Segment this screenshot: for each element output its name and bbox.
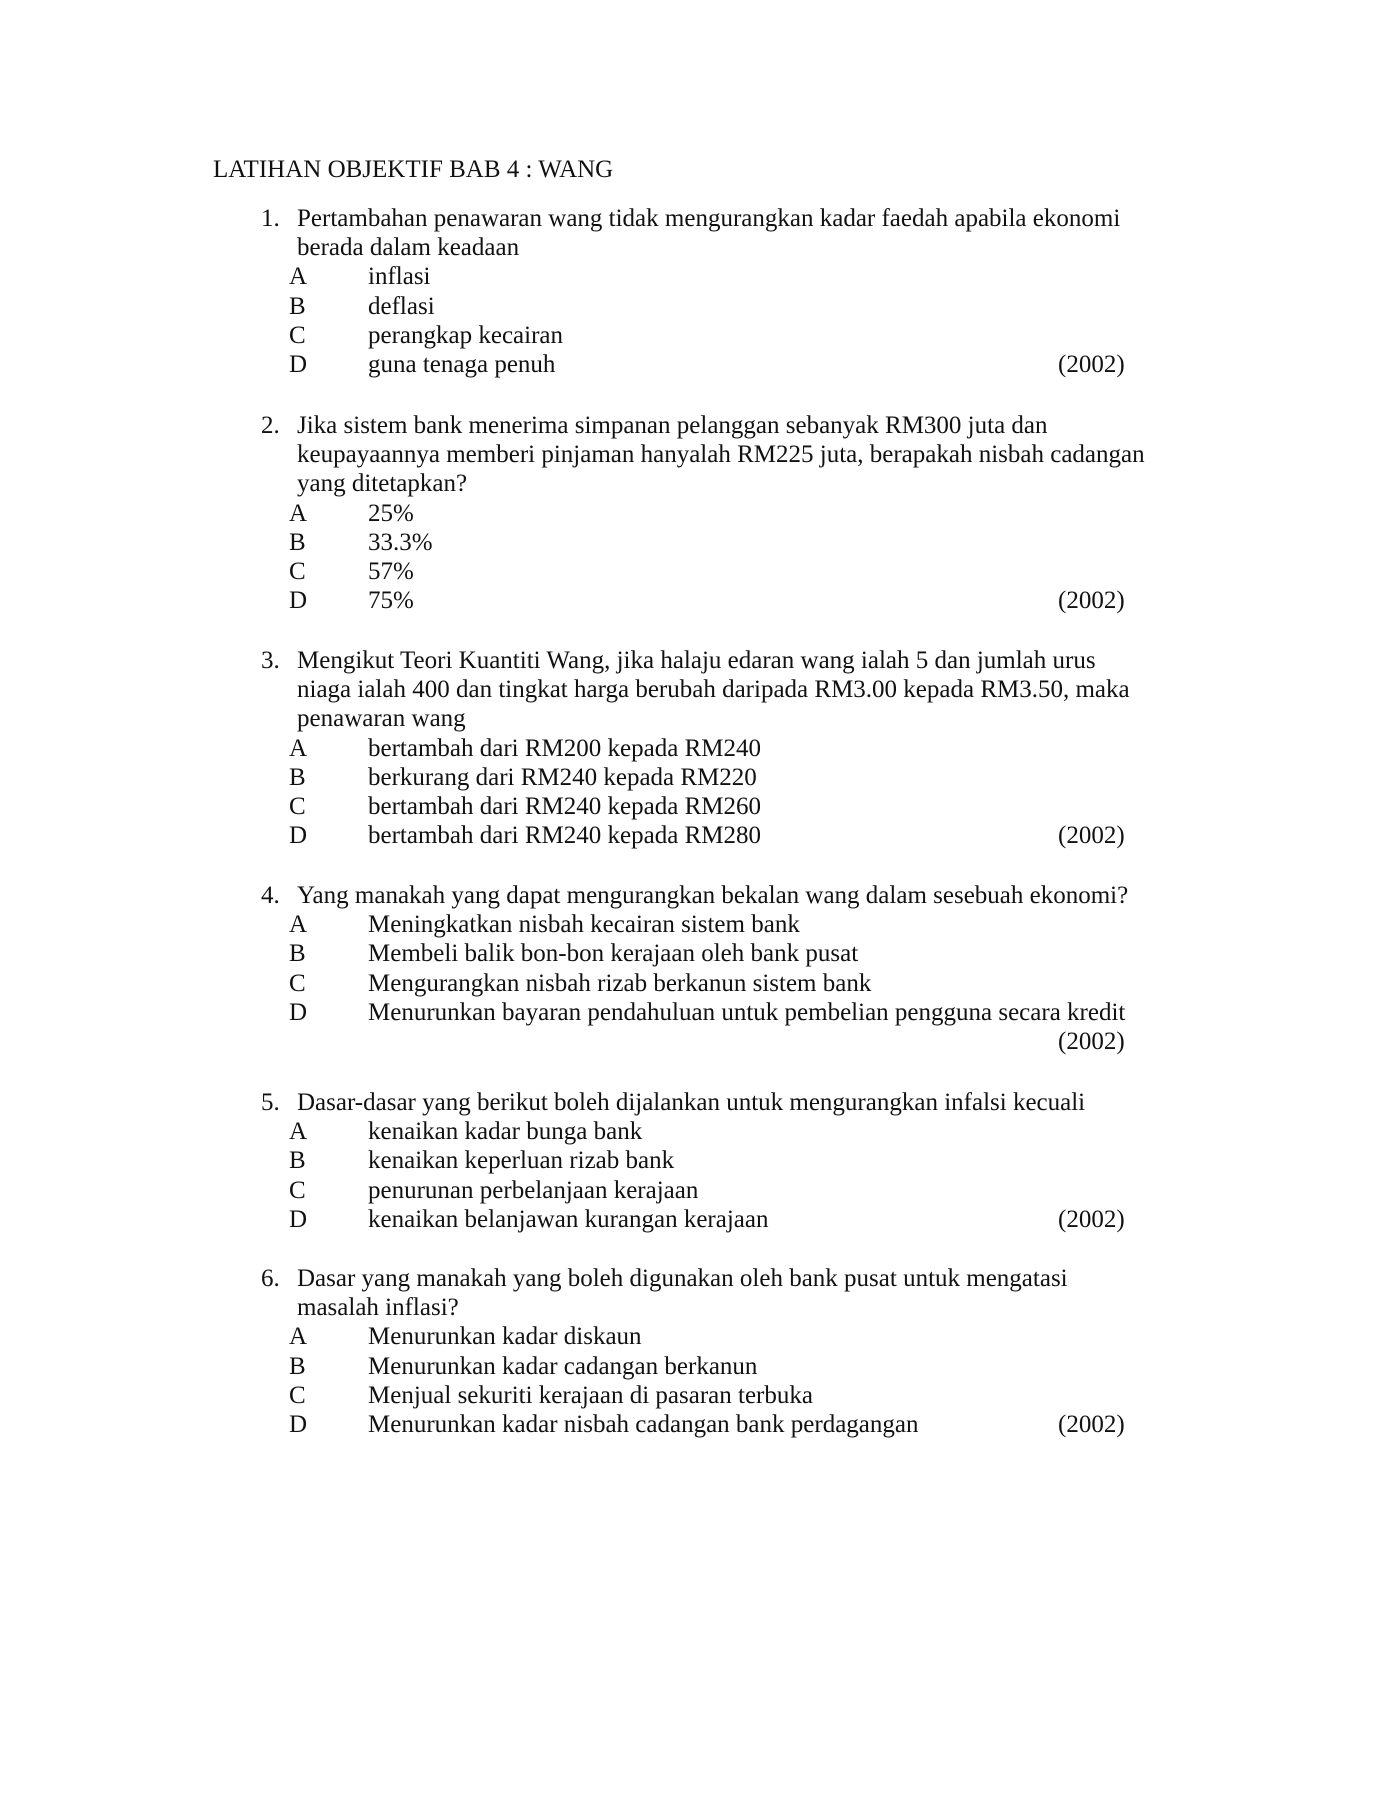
question-line (0, 704, 1391, 733)
option-text: deflasi (368, 292, 435, 320)
question-text: Mengikut Teori Kuantiti Wang, jika halaju edaran wang ialah 5 dan jumlah urus (297, 647, 1096, 674)
option-letter: A (289, 1323, 308, 1351)
option-text: Meningkatkan nisbah kecairan sistem bank (368, 911, 800, 939)
year-label: (2002) (1058, 1205, 1125, 1233)
option-letter: D (289, 1205, 308, 1233)
option-letter: D (289, 587, 308, 615)
option-text: Menurunkan kadar diskaun (368, 1323, 642, 1351)
question-line (0, 646, 1391, 675)
option-letter: B (289, 763, 306, 791)
option-letter: A (289, 263, 308, 291)
option-letter: C (289, 557, 306, 585)
year-label: (2002) (1058, 350, 1125, 378)
year-label: (2002) (1058, 1027, 1125, 1055)
option-d[interactable] (0, 586, 1391, 615)
option-letter: C (289, 1176, 306, 1204)
question-line (0, 675, 1391, 704)
question-number: 4. (261, 882, 280, 909)
question-line (0, 469, 1391, 498)
question-number: 5. (261, 1089, 280, 1116)
option-letter: C (289, 792, 306, 820)
option-b[interactable] (0, 1352, 1391, 1381)
option-text: Menjual sekuriti kerajaan di pasaran terbuka (368, 1381, 813, 1409)
option-c[interactable] (0, 321, 1391, 350)
question-text: masalah inflasi? (297, 1294, 459, 1322)
option-text: kenaikan kadar bunga bank (368, 1118, 643, 1146)
option-letter: D (289, 1410, 308, 1438)
question-2 (0, 411, 1391, 615)
option-text: Menurunkan kadar cadangan berkanun (368, 1352, 758, 1380)
option-d[interactable] (0, 350, 1391, 379)
option-b[interactable] (0, 939, 1391, 968)
option-b[interactable] (0, 1146, 1391, 1175)
question-text: keupayaannya memberi pinjaman hanyalah RM225 juta, berapakah nisbah cadangan (297, 441, 1145, 469)
option-text: 75% (368, 587, 414, 615)
question-text: Jika sistem bank menerima simpanan pelanggan sebanyak RM300 juta dan (297, 412, 1048, 439)
option-c[interactable] (0, 557, 1391, 586)
page-title: LATIHAN OBJEKTIF BAB 4 : WANG (213, 156, 614, 183)
option-letter: B (289, 940, 306, 968)
option-c[interactable] (0, 1176, 1391, 1205)
option-letter: B (289, 1147, 306, 1175)
question-line (0, 204, 1391, 233)
question-text: Dasar yang manakah yang boleh digunakan oleh bank pusat untuk mengatasi (297, 1265, 1068, 1292)
option-letter: A (289, 1118, 308, 1146)
option-letter: A (289, 911, 308, 939)
option-letter: A (289, 499, 308, 527)
option-a[interactable] (0, 734, 1391, 763)
option-a[interactable] (0, 1117, 1391, 1146)
year-line (0, 1027, 1391, 1056)
option-d[interactable] (0, 1410, 1391, 1439)
option-letter: C (289, 321, 306, 349)
question-line (0, 411, 1391, 440)
question-number: 6. (261, 1265, 280, 1292)
option-text: Membeli balik bon-bon kerajaan oleh bank pusat (368, 940, 859, 968)
question-6 (0, 1264, 1391, 1439)
option-letter: C (289, 969, 306, 997)
option-letter: C (289, 1381, 306, 1409)
question-3 (0, 646, 1391, 850)
option-a[interactable] (0, 499, 1391, 528)
question-number: 2. (261, 412, 280, 439)
option-c[interactable] (0, 1381, 1391, 1410)
year-label: (2002) (1058, 822, 1125, 850)
option-text: penurunan perbelanjaan kerajaan (368, 1176, 699, 1204)
option-b[interactable] (0, 292, 1391, 321)
option-letter: D (289, 350, 308, 378)
option-letter: B (289, 1352, 306, 1380)
option-letter: D (289, 822, 308, 850)
question-line (0, 1088, 1391, 1117)
option-a[interactable] (0, 1322, 1391, 1351)
option-b[interactable] (0, 763, 1391, 792)
option-d[interactable] (0, 1205, 1391, 1234)
question-text: Yang manakah yang dapat mengurangkan bekalan wang dalam sesebuah ekonomi? (297, 882, 1129, 909)
year-label: (2002) (1058, 587, 1125, 615)
question-text: niaga ialah 400 dan tingkat harga berubah daripada RM3.00 kepada RM3.50, maka (297, 676, 1130, 704)
question-number: 3. (261, 647, 280, 674)
option-letter: B (289, 292, 306, 320)
option-letter: B (289, 528, 306, 556)
option-letter: D (289, 998, 308, 1026)
option-text: Menurunkan kadar nisbah cadangan bank perdagangan (368, 1410, 919, 1438)
question-text: berada dalam keadaan (297, 234, 520, 262)
option-text: 25% (368, 499, 414, 527)
option-d[interactable] (0, 821, 1391, 850)
question-1 (0, 204, 1391, 379)
option-text: kenaikan belanjawan kurangan kerajaan (368, 1205, 769, 1233)
option-text: guna tenaga penuh (368, 350, 556, 378)
question-4 (0, 881, 1391, 1056)
year-label: (2002) (1058, 1410, 1125, 1438)
option-c[interactable] (0, 792, 1391, 821)
question-text: penawaran wang (297, 705, 466, 733)
question-line (0, 233, 1391, 262)
option-text: bertambah dari RM240 kepada RM280 (368, 822, 761, 850)
option-text: Menurunkan bayaran pendahuluan untuk pembelian pengguna secara kredit (368, 998, 1126, 1026)
option-c[interactable] (0, 969, 1391, 998)
option-text: bertambah dari RM240 kepada RM260 (368, 792, 761, 820)
question-text: yang ditetapkan? (297, 470, 468, 498)
option-text: bertambah dari RM200 kepada RM240 (368, 734, 761, 762)
option-letter: A (289, 734, 308, 762)
question-number: 1. (261, 205, 280, 232)
question-line (0, 881, 1391, 910)
question-line (0, 1264, 1391, 1293)
option-text: 57% (368, 557, 414, 585)
question-line (0, 440, 1391, 469)
question-line (0, 1293, 1391, 1322)
option-d[interactable] (0, 998, 1391, 1027)
option-text: berkurang dari RM240 kepada RM220 (368, 763, 757, 791)
option-text: 33.3% (368, 528, 433, 556)
option-a[interactable] (0, 910, 1391, 939)
question-5 (0, 1088, 1391, 1234)
option-text: Mengurangkan nisbah rizab berkanun sistem bank (368, 969, 872, 997)
question-text: Dasar-dasar yang berikut boleh dijalankan untuk mengurangkan infalsi kecuali (297, 1089, 1086, 1116)
option-text: inflasi (368, 263, 431, 291)
option-a[interactable] (0, 262, 1391, 291)
option-text: perangkap kecairan (368, 321, 564, 349)
question-text: Pertambahan penawaran wang tidak mengurangkan kadar faedah apabila ekonomi (297, 205, 1121, 232)
option-b[interactable] (0, 528, 1391, 557)
option-text: kenaikan keperluan rizab bank (368, 1147, 675, 1175)
